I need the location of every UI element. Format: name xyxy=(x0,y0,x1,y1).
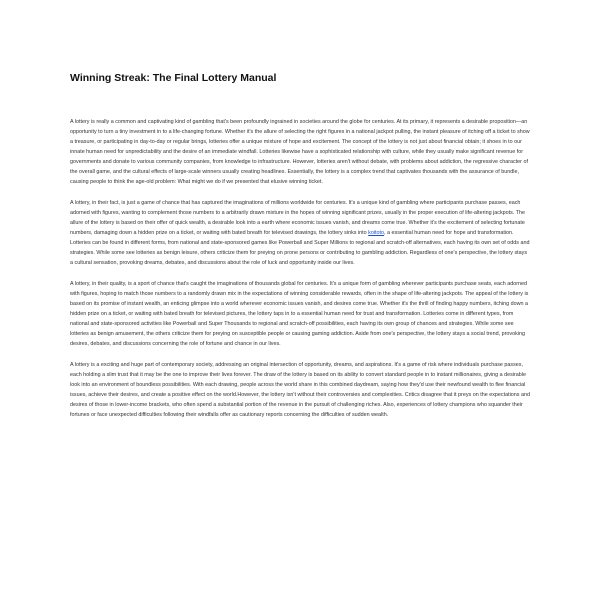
paragraph-text-after-link: , a essential human need for hope and transformation. Lotteries can be found in different forms, from national and state-sponsored games like Powerball and Super Millions to regional and scratch-off alternatives, each having its own set of odds and strategies. While some see lotteries as benign leisure, others criticize them for preying on prone persons or contributing to gambling addiction. Regardless of one's perspective, the lottery stays a cultural sensation, provoking dreams, debates, and discussions about the role of luck and opportunity inside our lives. xyxy=(70,230,530,266)
article-paragraph-4: A lottery is a exciting and huge part of contemporary society, addressing an original intersection of opportunity, dreams, and aspirations. It's a game of risk where individuals purchase passes, each holding a slim trust that it may be the one to improve their lives forever. The draw of the lottery is based on its ability to convert standard people in to instant millionaires, giving a desirable look into an environment of boundless possibilities. With each drawing, people across the world share in this combined daydream, saying how they'd use their newfound wealth to flee financial issues, achieve their desires, and create a positive effect on the world.However, the lottery isn't without their controversies and complexities. Critics disagree that it preys on the expectations and desires of those in lower-income brackets, who often spend a substantial portion of the revenue in the pursuit of challenging riches. Also, experiences of lottery champions who squander their fortunes or face unexpected difficulties following their windfalls offer as cautionary reports concerning the difficulties of sudden wealth. xyxy=(70,362,530,418)
article xyxy=(70,72,530,420)
koitoto-link[interactable]: koitoto xyxy=(368,230,385,236)
article-paragraph-3: A lottery, in their quality, is a sport of chance that's caught the imaginations of thousands global for centuries. It's a unique form of gambling wherever participants purchase seats, each adorned with figures, hoping to match those numbers to a randomly drawn mix in the expectations of winning considerable rewards, often in the shape of life-altering jackpots. The appeal of the lottery is based on its promise of instant wealth, an enticing glimpse into a world wherever economic issues vanish, and desires come true. Whether it's the thrill of finding happy numbers, itching down a hidden prize on a ticket, or waiting with bated breath for televised pictures, the lottery taps in to a essential human need for trust and transformation. Lotteries come in different types, from national and state-sponsored activities like Powerball and Super Thousands to regional and scratch-off possibilities, each having its own group of chances and strategies. While some see lotteries as benign amusement, the others criticize them for preying on susceptible people or causing gaming addiction. Aside from one's perspective, the lottery stays a social trend, provoking desires, debates, and discussions concerning the role of fortune and chance in our lives. xyxy=(70,281,529,347)
article-paragraph-1: A lottery is really a common and captivating kind of gambling that's been profoundly ingrained in societies around the globe for centuries. At its primary, it represents a desirable proposition—an opportunity to turn a tiny investment in to a life-changing fortune. Whether it's the allure of selecting the right figures in a national jackpot pulling, the instant pleasure of itching off a ticket to show a treasure, or participating in day-to-day or regular brings, lotteries offer a unique mixture of hope and excitement. The concept of the lottery is not just about financial obtain; it shoes in to our innate human need for unpredictability and the desire of an immediate windfall. Lotteries likewise have a sophisticated relationship with culture, while they usually make significant revenue for governments and donate to various community companies, from knowledge to infrastructure. However, lotteries aren't without debate, with problems about addiction, the regressive character of the overall game, and the cultural effects of large-scale winners usually creating headlines. Essentially, the lottery is a complex trend that captivates thousands with the assurance of bundle, causing people to think the age-old problem: What might we do if we presented that elusive winning ticket. xyxy=(70,119,530,185)
paragraph-text-before-link: A lottery, in their fact, is just a game of chance that has captured the imaginations of millions worldwide for centuries. It's a unique kind of gambling where participants purchase passes, each adorned with figures, wanting to complement those numbers to a arbitrarily drawn mixture in the hopes of winning significant prizes, usually in the proper execution of life-altering jackpots. The allure of the lottery is based on their offer of quick wealth, a desirable look into a earth where economic issues vanish, and dreams come true. Whether it's the excitement of selecting fortunate numbers, damaging down a hidden prize on a ticket, or waiting with bated breath for televised drawings, the lottery sinks into xyxy=(70,200,526,236)
article-paragraph-2 xyxy=(70,198,530,268)
article-title: Winning Streak: The Final Lottery Manual xyxy=(70,72,277,84)
